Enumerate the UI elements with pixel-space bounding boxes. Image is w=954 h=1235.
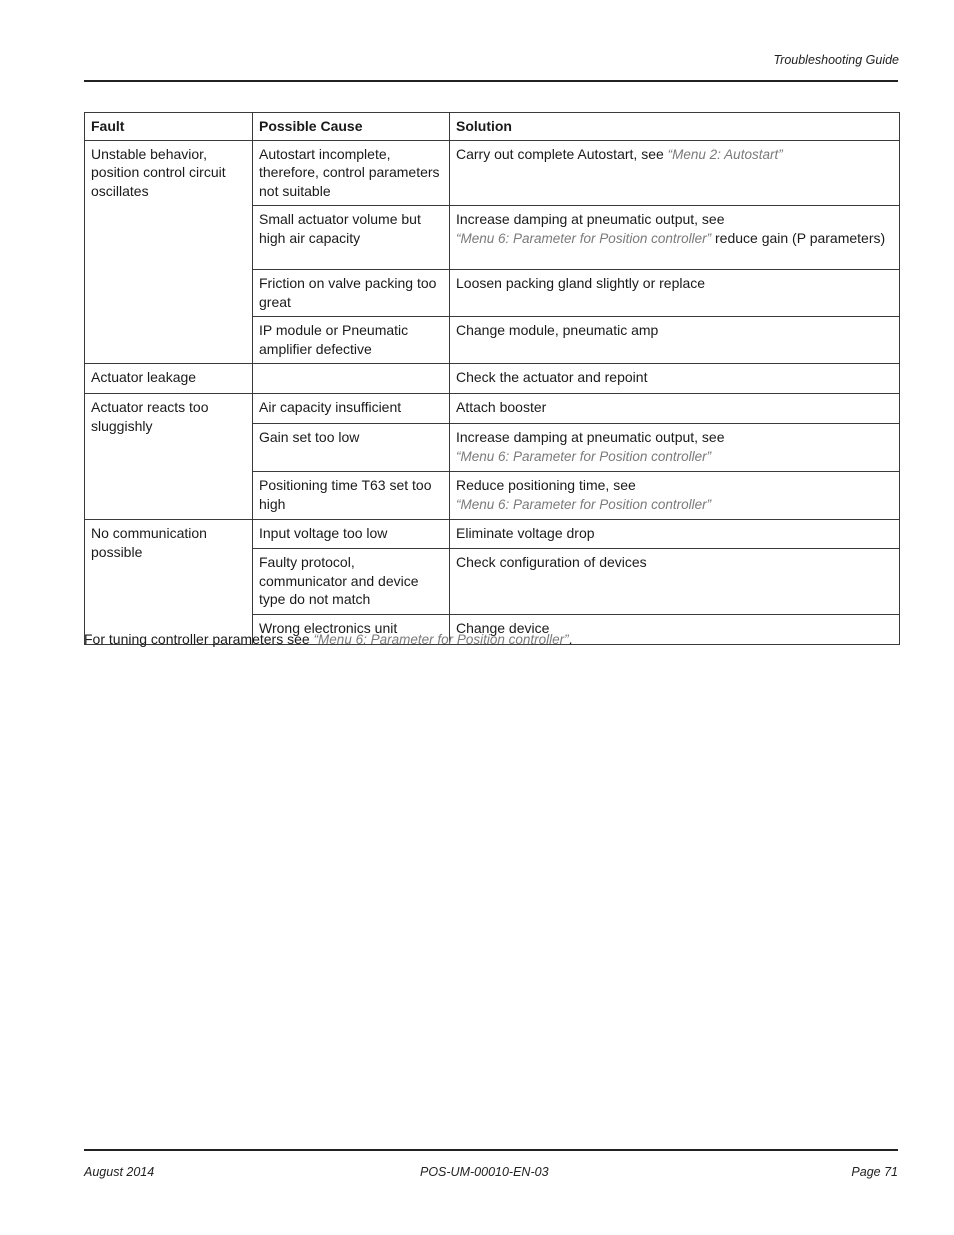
cause-cell	[253, 364, 450, 394]
solution-text: Carry out complete Autostart, see	[456, 145, 668, 162]
solution-cell: Change module, pneumatic amp	[450, 317, 900, 364]
solution-text: Reduce positioning time, see	[456, 477, 636, 493]
table-header-row	[85, 113, 900, 141]
cause-cell: Wrong electronics unit	[253, 614, 450, 644]
cause-cell: Air capacity insufficient	[253, 394, 450, 424]
fault-cell: Actuator reacts too sluggishly	[85, 394, 253, 520]
footer-page-number: Page 71	[851, 1165, 898, 1179]
fault-cell: No communication possible	[85, 520, 253, 645]
cause-cell: Positioning time T63 set too high	[253, 472, 450, 520]
fault-cell: Unstable behavior, position control circuit oscillates	[85, 140, 253, 364]
solution-cell	[450, 206, 900, 270]
cause-cell: Gain set too low	[253, 424, 450, 472]
solution-cell: Attach booster	[450, 394, 900, 424]
troubleshooting-table	[84, 112, 900, 645]
solution-cell: Eliminate voltage drop	[450, 520, 900, 549]
fault-cell: Actuator leakage	[85, 364, 253, 394]
solution-text: Increase damping at pneumatic output, see	[456, 429, 725, 445]
table-row	[85, 394, 900, 424]
menu-reference-link[interactable]: “Menu 6: Parameter for Position controller”	[313, 632, 569, 647]
solution-cell: Change device	[450, 614, 900, 644]
note-text: For tuning controller parameters see	[84, 631, 314, 647]
running-header: Troubleshooting Guide	[773, 53, 899, 67]
tuning-note	[84, 631, 573, 647]
cause-cell: Faulty protocol, communicator and device type do not match	[253, 549, 450, 615]
menu-reference-link[interactable]: “Menu 6: Parameter for Position controller”	[456, 230, 712, 246]
header-rule	[84, 80, 898, 82]
cause-cell: Autostart incomplete, therefore, control parameters not suitable	[253, 140, 450, 206]
solution-cell: Loosen packing gland slightly or replace	[450, 270, 900, 317]
cause-cell: Small actuator volume but high air capacity	[253, 206, 450, 270]
cause-cell: IP module or Pneumatic amplifier defective	[253, 317, 450, 364]
solution-cell	[450, 472, 900, 520]
solution-text: Increase damping at pneumatic output, see	[456, 211, 725, 227]
solution-cell: Check configuration of devices	[450, 549, 900, 615]
menu-reference-link[interactable]: “Menu 6: Parameter for Position controller”	[456, 496, 712, 512]
solution-cell: Check the actuator and repoint	[450, 364, 900, 394]
table-row	[85, 140, 900, 206]
solution-cell	[450, 424, 900, 472]
footer-date: August 2014	[84, 1165, 155, 1179]
column-header-fault: Fault	[85, 113, 253, 141]
table-row	[85, 364, 900, 394]
menu-reference-link[interactable]: “Menu 6: Parameter for Position controller”	[456, 448, 712, 464]
solution-cell	[450, 140, 900, 206]
table-row	[85, 520, 900, 549]
column-header-solution: Solution	[450, 113, 900, 141]
footer-rule	[84, 1149, 898, 1151]
footer-document-id: POS-UM-00010-EN-03	[420, 1165, 549, 1179]
cause-cell: Input voltage too low	[253, 520, 450, 549]
menu-reference-link[interactable]: “Menu 2: Autostart”	[667, 146, 783, 162]
solution-text-after: reduce gain (P parameters)	[711, 229, 886, 246]
column-header-possible-cause: Possible Cause	[253, 113, 450, 141]
cause-cell: Friction on valve packing too great	[253, 270, 450, 317]
note-period: .	[568, 631, 573, 647]
